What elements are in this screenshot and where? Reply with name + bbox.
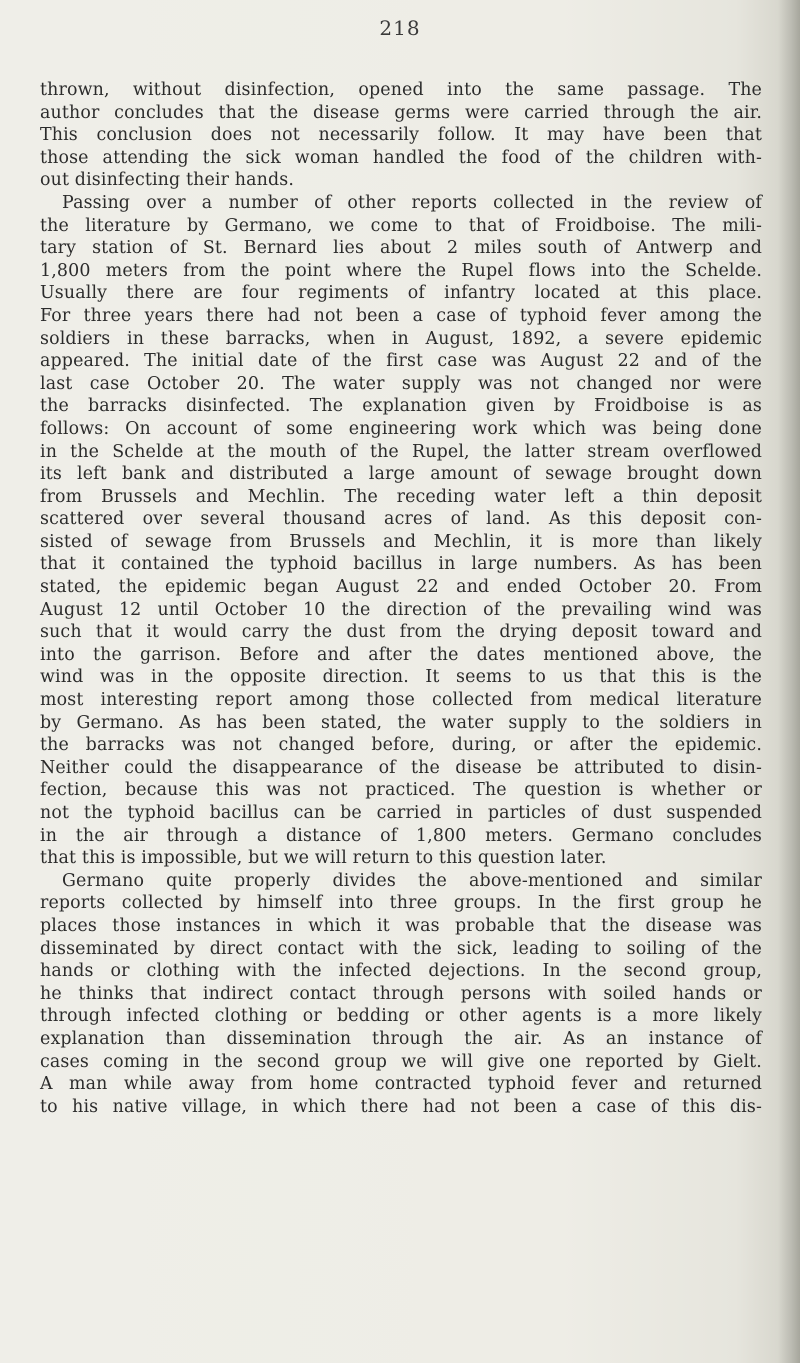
text-line: stated, the epidemic began August 22 and ended October 20. From bbox=[40, 577, 762, 598]
text-line: into the garrison. Before and after the dates mentioned above, the bbox=[40, 644, 762, 665]
text-line: through infected clothing or bedding or other agents is a more likely bbox=[40, 1006, 762, 1027]
text-line: the barracks disinfected. The explanation given by Froidboise is as bbox=[40, 396, 762, 417]
text-line: wind was in the opposite direction. It seems to us that this is the bbox=[40, 667, 762, 688]
text-line: he thinks that indirect contact through persons with soiled hands or bbox=[40, 983, 762, 1004]
text-line: Usually there are four regiments of infantry located at this place. bbox=[40, 283, 762, 304]
text-line: Passing over a number of other reports collected in the review of bbox=[62, 192, 762, 213]
text-line: not the typhoid bacillus can be carried in particles of dust suspended bbox=[40, 803, 762, 823]
text-line: fection, because this was not practiced. The question is whether or bbox=[40, 780, 762, 801]
text-line: its left bank and distributed a large amount of sewage brought down bbox=[40, 464, 762, 485]
text-line: This conclusion does not necessarily follow. It may have been that bbox=[40, 125, 762, 146]
text-line: thrown, without disinfection, opened into the same passage. The bbox=[40, 80, 762, 100]
text-line: For three years there had not been a case of typhoid fever among the bbox=[40, 305, 762, 326]
text-line: such that it would carry the dust from the drying deposit toward and bbox=[40, 622, 762, 643]
text-line: Germano quite properly divides the above-mentioned and similar bbox=[62, 870, 762, 891]
text-line: reports collected by himself into three groups. In the first group he bbox=[40, 893, 762, 914]
text-line: tary station of St. Bernard lies about 2 miles south of Antwerp and bbox=[40, 238, 762, 259]
text-line: from Brussels and Mechlin. The receding water left a thin deposit bbox=[40, 486, 762, 507]
text-line: most interesting report among those collected from medical literature bbox=[40, 690, 762, 711]
text-line: appeared. The initial date of the first case was August 22 and of the bbox=[40, 351, 762, 372]
text-line: the barracks was not changed before, during, or after the epidemic. bbox=[40, 735, 762, 756]
text-line: in the Schelde at the mouth of the Rupel, the latter stream overflowed bbox=[40, 441, 762, 462]
text-line: August 12 until October 10 the direction of the prevailing wind was bbox=[40, 599, 762, 620]
text-line: cases coming in the second group we will give one reported by Gielt. bbox=[40, 1051, 762, 1072]
text-line: last case October 20. The water supply was not changed nor were bbox=[40, 373, 762, 394]
text-line: soldiers in these barracks, when in August, 1892, a severe epidemic bbox=[40, 328, 762, 349]
text-line: disseminated by direct contact with the sick, leading to soiling of the bbox=[40, 938, 762, 959]
text-line: follows: On account of some engineering work which was being done bbox=[40, 418, 762, 439]
text-line: Neither could the disappearance of the disease be attributed to disin- bbox=[40, 757, 762, 778]
text-line: A man while away from home contracted typhoid fever and returned bbox=[40, 1074, 762, 1095]
text-line: by Germano. As has been stated, the water supply to the soldiers in bbox=[40, 712, 762, 733]
text-line: in the air through a distance of 1,800 meters. Germano concludes bbox=[40, 825, 762, 846]
text-line: to his native village, in which there had not been a case of this dis- bbox=[40, 1096, 762, 1117]
text-line: explanation than dissemination through the air. As an instance of bbox=[40, 1028, 762, 1049]
text-line: those attending the sick woman handled the food of the children with- bbox=[40, 147, 762, 168]
text-line: author concludes that the disease germs were carried through the air. bbox=[40, 102, 762, 123]
body-text bbox=[40, 79, 762, 1118]
text-line: that this is impossible, but we will return to this question later. bbox=[40, 848, 607, 869]
page-number: 218 bbox=[379, 16, 421, 40]
text-line: sisted of sewage from Brussels and Mechlin, it is more than likely bbox=[40, 531, 762, 552]
text-line: the literature by Germano, we come to that of Froidboise. The mili- bbox=[40, 215, 762, 236]
text-line: 1,800 meters from the point where the Rupel flows into the Schelde. bbox=[40, 260, 762, 281]
text-line: places those instances in which it was probable that the disease was bbox=[40, 915, 762, 936]
text-line: scattered over several thousand acres of land. As this deposit con- bbox=[40, 509, 762, 530]
page-edge-shadow bbox=[778, 0, 800, 1363]
text-line: that it contained the typhoid bacillus in large numbers. As has been bbox=[40, 554, 762, 575]
text-line: out disinfecting their hands. bbox=[40, 170, 295, 191]
text-line: hands or clothing with the infected dejections. In the second group, bbox=[40, 961, 762, 982]
